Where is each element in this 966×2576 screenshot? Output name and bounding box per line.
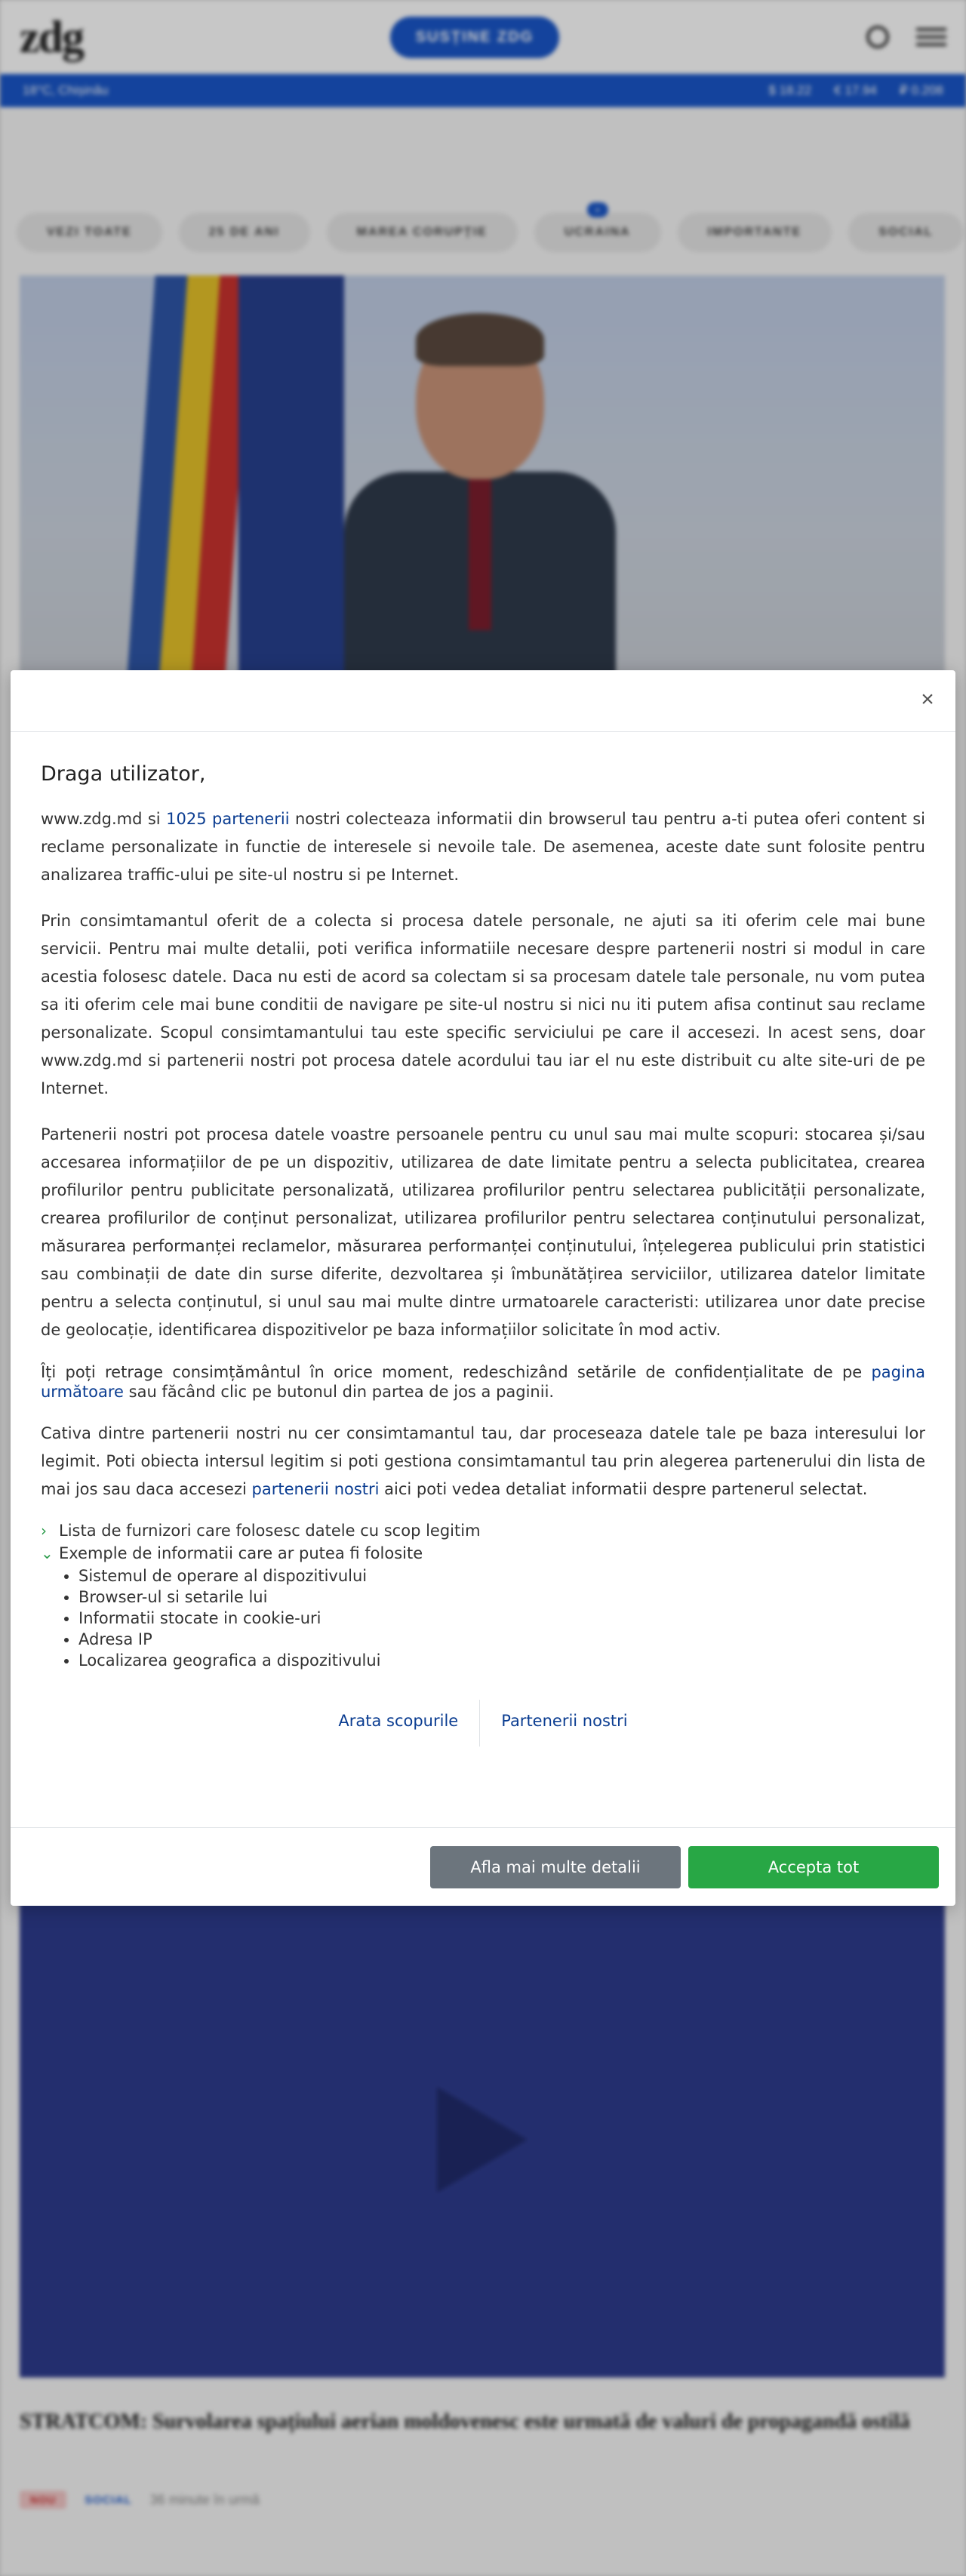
modal-links-row	[41, 1700, 925, 1747]
vendors-disclosure-label: Lista de furnizori care folosesc datele cu scop legitim	[59, 1522, 481, 1540]
p1-prefix: www.zdg.md si	[41, 810, 167, 828]
close-icon[interactable]: ×	[921, 687, 934, 712]
modal-header	[11, 670, 955, 732]
site-logo[interactable]: zdg	[20, 11, 83, 62]
list-item: • Browser-ul si setarile lui	[78, 1587, 925, 1608]
examples-disclosure[interactable]	[41, 1544, 925, 1562]
p5-suffix: aici poti vedea detaliat informatii despre partenerul selectat.	[379, 1480, 868, 1498]
next-page-link[interactable]: pagina următoare	[41, 1363, 925, 1401]
consent-paragraph-3: Partenerii nostri pot procesa datele voastre persoanele pentru cu unul sau mai multe scopuri: stocarea și/sau accesarea informațiilor de pe un dispozitiv, utilizarea de date limitate pentru a selecta publicitatea, crearea profilurilor pentru publicitate personalizată, utilizarea profilurilor pentru selectarea publicității personalizate, crearea profilurilor de conținut personalizat, utilizarea profilurilor pentru selectarea conținutului personalizat, măsurarea performanței reclamelor, măsurarea performanței conținutului, înțelegerea publicului prin statistici sau combinații de date din surse diferite, dezvoltarea și îmbunătățirea serviciilor, utilizarea datelor limitate pentru a selecta conținutul, si unul sau mai multe dintre urmatoarele caracteristi: utilizarea unor date precise de geolocație, identificarea dispozitivelor pe baza informațiilor solicitate în mod activ.	[41, 1125, 925, 1339]
list-item: • Informatii stocate in cookie-uri	[78, 1608, 925, 1629]
list-item: • Localizarea geografica a dispozitivului	[78, 1650, 925, 1671]
consent-paragraph-4	[41, 1362, 925, 1402]
accept-all-button[interactable]: Accepta tot	[688, 1846, 939, 1888]
article-time: 36 minute în urmă	[149, 2491, 260, 2507]
tag-ukraine-label: UCRAINA	[564, 226, 631, 239]
examples-list	[78, 1565, 925, 1671]
rate-rub: ₽ 0.208	[899, 83, 943, 97]
our-partners-inline-link[interactable]: partenerii nostri	[251, 1480, 380, 1498]
tag-social[interactable]: SOCIAL	[848, 213, 963, 252]
vendors-disclosure[interactable]	[41, 1522, 925, 1540]
weather-text: 18°C, Chișinău	[23, 83, 109, 97]
chevron-right-icon: ›	[41, 1522, 47, 1540]
tag-all[interactable]: VEZI TOATE	[17, 213, 162, 252]
modal-body	[11, 732, 955, 1747]
consent-paragraph-1	[41, 805, 925, 889]
more-details-button[interactable]: Afla mai multe detalii	[430, 1846, 681, 1888]
show-purposes-link[interactable]: Arata scopurile	[338, 1712, 459, 1730]
tag-ukraine-badge: •	[587, 202, 608, 217]
p5-prefix: Cativa dintre partenerii nostri nu cer consimtamantul tau, dar proceseaza datele tale pe baza interesului lor legimit. Poti obiecta intersul legitim si poti gestiona consimtamantul tau prin alegerea partenerului din lista de mai jos sau daca accesezi	[41, 1424, 925, 1498]
greeting: Draga utilizator,	[41, 762, 206, 786]
examples-disclosure-label: Exemple de informatii care ar putea fi folosite	[59, 1544, 423, 1562]
support-button[interactable]: SUSȚINE ZDG	[390, 17, 559, 58]
tag-important[interactable]: IMPORTANTE	[678, 213, 832, 252]
rate-eur: € 17.94	[834, 83, 877, 97]
consent-modal	[11, 670, 955, 1906]
our-partners-link[interactable]: Partenerii nostri	[501, 1712, 628, 1730]
article-title[interactable]: STRATCOM: Survolarea spațiului aerian moldovenesc este urmată de valuri de propagandă ostilă	[20, 2410, 910, 2433]
consent-paragraph-2: Prin consimtamantul oferit de a colecta si procesa datele personale, ne ajuti sa iti oferim cele mai bune servicii. Pentru mai multe detalii, poti verifica informatiile necesare despre partenerii nostri si modul in care acestia folosesc datele. Daca nu esti de acord sa colectam si sa procesam datele tale personale, nu vom putea sa iti oferim cele mai bune conditii de navigare pe site-ul nostru si nici nu iti putem afisa continut sau reclame personalizate. Scopul consimtamantului tau este specific serviciului pe care il accesezi. In acest sens, doar www.zdg.md si partenerii nostri pot procesa datele acordului tau iar el nu este distribuit cu alte site-uri de pe Internet.	[41, 912, 925, 1097]
consent-paragraph-5	[41, 1420, 925, 1503]
new-badge: NOU	[20, 2491, 66, 2509]
p4-prefix: Îți poți retrage consimțământul în orice moment, redeschizând setările de confidențialitate de pe	[41, 1363, 872, 1381]
rate-usd: $ 18.22	[768, 83, 812, 97]
p1-suffix: nostri colecteaza informatii din browserul tau pentru a-ti putea oferi content si reclame personalizate in functie de interesele si nevoile tale. De asemenea, aceste date sunt folosite pentru analizarea traffic-ului pe site-ul nostru si pe Internet.	[41, 810, 926, 884]
partners-count-link[interactable]: 1025 partenerii	[166, 810, 290, 828]
p4-suffix: sau făcând clic pe butonul din partea de jos a paginii.	[123, 1383, 555, 1401]
modal-footer	[11, 1827, 955, 1906]
list-item: • Adresa IP	[78, 1629, 925, 1650]
article-category[interactable]: SOCIAL	[85, 2493, 132, 2507]
tag-corruption[interactable]: MAREA CORUPȚIE	[327, 213, 518, 252]
list-item: • Sistemul de operare al dispozitivului	[78, 1565, 925, 1587]
chevron-down-icon: ⌄	[41, 1544, 54, 1562]
tag-25-years[interactable]: 25 DE ANI	[179, 213, 310, 252]
